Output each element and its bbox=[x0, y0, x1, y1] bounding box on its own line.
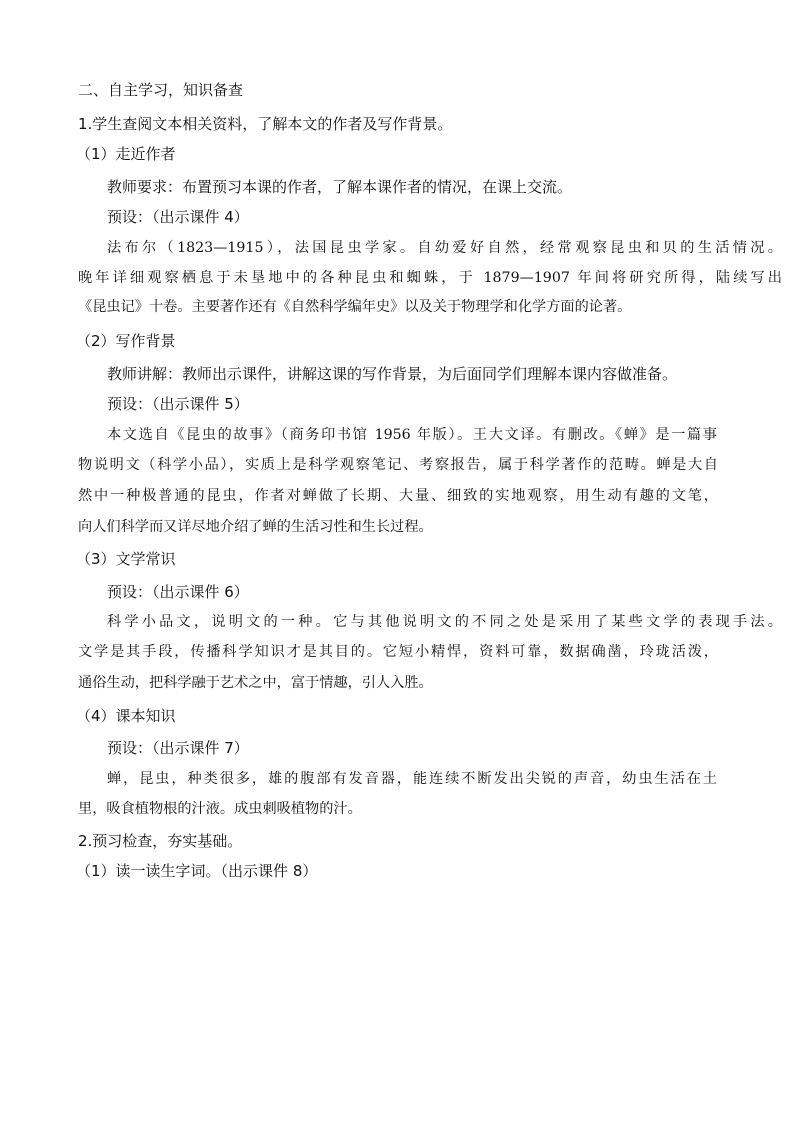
item-2-instruction: 2.预习检查，夯实基础。 bbox=[78, 832, 243, 850]
background-heading: （2）写作背景 bbox=[76, 332, 176, 350]
background-paragraph-line: 然中一种极普通的昆虫，作者对蝉做了长期、大量、细致的实地观察，用生动有趣的文笔， bbox=[78, 488, 718, 504]
knowledge-paragraph-line: 蝉，昆虫，种类很多，雄的腹部有发音器，能连续不断发出尖锐的声音，幼虫生活在土 bbox=[107, 771, 717, 787]
literature-preset: 预设：（出示课件 6） bbox=[107, 583, 249, 601]
literature-paragraph-line: 文学是其手段，传播科学知识才是其目的。它短小精悍，资料可靠，数据确凿，玲珑活泼， bbox=[78, 644, 718, 660]
knowledge-preset: 预设：（出示课件 7） bbox=[107, 739, 249, 757]
background-paragraph-line: 物说明文（科学小品），实质上是科学观察笔记、考察报告，属于科学著作的范畴。蝉是大自 bbox=[78, 457, 718, 473]
background-paragraph-line: 本文选自《昆虫的故事》（商务印书馆 1956 年版）。王大文译。有删改。《蝉》是一篇事 bbox=[107, 427, 717, 443]
literature-paragraph-line: 通俗生动，把科学融于艺术之中，富于情趣，引人入胜。 bbox=[78, 675, 433, 691]
background-paragraph-line: 向人们科学而又详尽地介绍了蝉的生活习性和生长过程。 bbox=[78, 519, 433, 535]
literature-heading: （3）文学常识 bbox=[76, 550, 176, 568]
author-teacher-requirement: 教师要求：布置预习本课的作者，了解本课作者的情况，在课上交流。 bbox=[107, 178, 573, 196]
literature-paragraph-line: 科学小品文，说明文的一种。它与其他说明文的不同之处是采用了某些文学的表现手法。 bbox=[107, 614, 782, 630]
author-paragraph-line: 晚年详细观察栖息于未垦地中的各种昆虫和蜘蛛，于 1879—1907 年间将研究所得，陆续写出 bbox=[78, 270, 782, 286]
item-1-instruction: 1.学生查阅文本相关资料，了解本文的作者及写作背景。 bbox=[78, 115, 453, 133]
background-teacher-explanation: 教师讲解：教师出示课件，讲解这课的写作背景，为后面同学们理解本课内容做准备。 bbox=[107, 365, 678, 383]
section-heading: 二、自主学习，知识备查 bbox=[78, 81, 244, 99]
author-paragraph-line: 《昆虫记》十卷。主要著作还有《自然科学编年史》以及关于物理学和化学方面的论著。 bbox=[78, 299, 632, 315]
author-paragraph-line: 法布尔（1823—1915），法国昆虫学家。自幼爱好自然，经常观察昆虫和贝的生活情况。 bbox=[107, 240, 782, 256]
read-words-heading: （1）读一读生字词。（出示课件 8） bbox=[76, 862, 318, 880]
knowledge-paragraph-line: 里，吸食植物根的汁液。成虫刺吸植物的汁。 bbox=[78, 801, 362, 817]
author-heading: （1）走近作者 bbox=[76, 145, 176, 163]
background-preset: 预设：（出示课件 5） bbox=[107, 395, 249, 413]
author-preset: 预设：（出示课件 4） bbox=[107, 208, 249, 226]
knowledge-heading: （4）课本知识 bbox=[76, 707, 176, 725]
